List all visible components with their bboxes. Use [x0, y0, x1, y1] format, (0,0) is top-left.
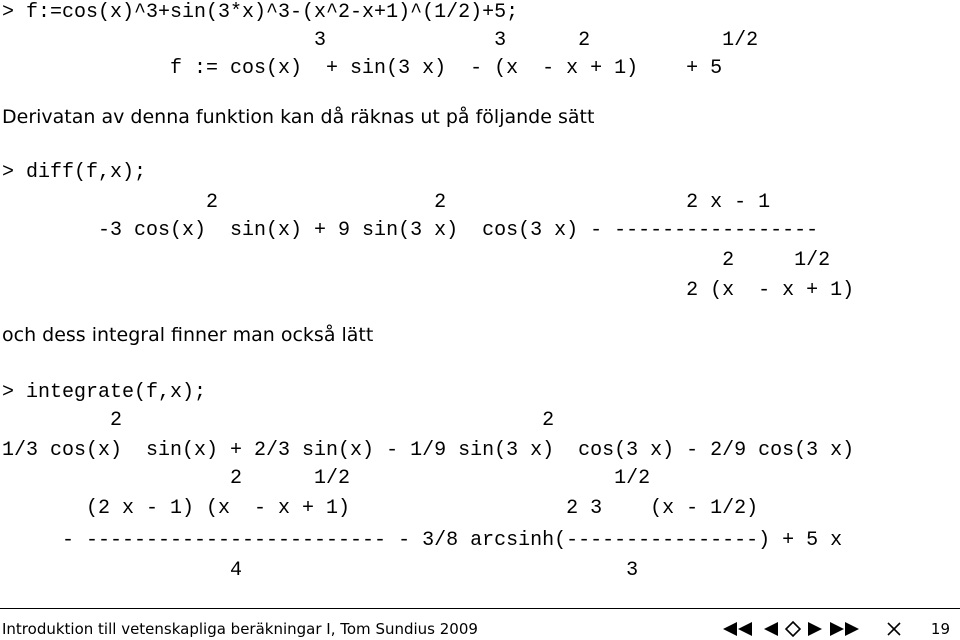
page-number: 19: [930, 620, 950, 638]
output-diff-main: -3 cos(x) sin(x) + 9 sin(3 x) cos(3 x) - -----------------: [2, 219, 819, 242]
output-int-exponents: 2 2: [2, 409, 555, 432]
back-icon[interactable]: [784, 621, 802, 637]
footer: [0, 608, 960, 640]
output-f-line: f := cos(x) + sin(3 x) - (x - x + 1) + 5: [2, 57, 723, 80]
input-line-diff[interactable]: > diff(f,x);: [2, 161, 147, 184]
prev-page-icon[interactable]: [762, 621, 780, 637]
output-int-exponents-2: 2 1/2 1/2: [2, 467, 651, 490]
output-diff-exponents: 2 2 2 x - 1: [2, 191, 771, 214]
prose-derivative: Derivatan av denna funktion kan då räknas ut på följande sätt: [2, 106, 595, 128]
output-diff-denominator-exponents: 2 1/2: [2, 249, 831, 272]
output-diff-denominator: 2 (x - x + 1): [2, 279, 855, 302]
output-int-fraction-line: - ------------------------- - 3/8 arcsinh(----------------) + 5 x: [2, 529, 843, 552]
input-line-define-f[interactable]: > f:=cos(x)^3+sin(3*x)^3-(x^2-x+1)^(1/2)+5;: [2, 1, 519, 24]
close-icon[interactable]: [884, 621, 904, 637]
footer-divider: [0, 608, 960, 609]
last-page-icon[interactable]: [828, 621, 860, 637]
output-int-main: 1/3 cos(x) sin(x) + 2/3 sin(x) - 1/9 sin(3 x) cos(3 x) - 2/9 cos(3 x): [2, 439, 855, 462]
first-page-icon[interactable]: [722, 621, 754, 637]
output-int-denominators: 4 3: [2, 559, 639, 582]
output-int-numerators: (2 x - 1) (x - x + 1) 2 3 (x - 1/2): [2, 497, 759, 520]
next-page-icon[interactable]: [806, 621, 824, 637]
output-exponent-line: 3 3 2 1/2: [2, 29, 759, 52]
input-line-integrate[interactable]: > integrate(f,x);: [2, 381, 207, 404]
prose-integral: och dess integral finner man också lätt: [2, 324, 374, 346]
footer-title: Introduktion till vetenskapliga beräkningar I, Tom Sundius 2009: [2, 620, 478, 638]
